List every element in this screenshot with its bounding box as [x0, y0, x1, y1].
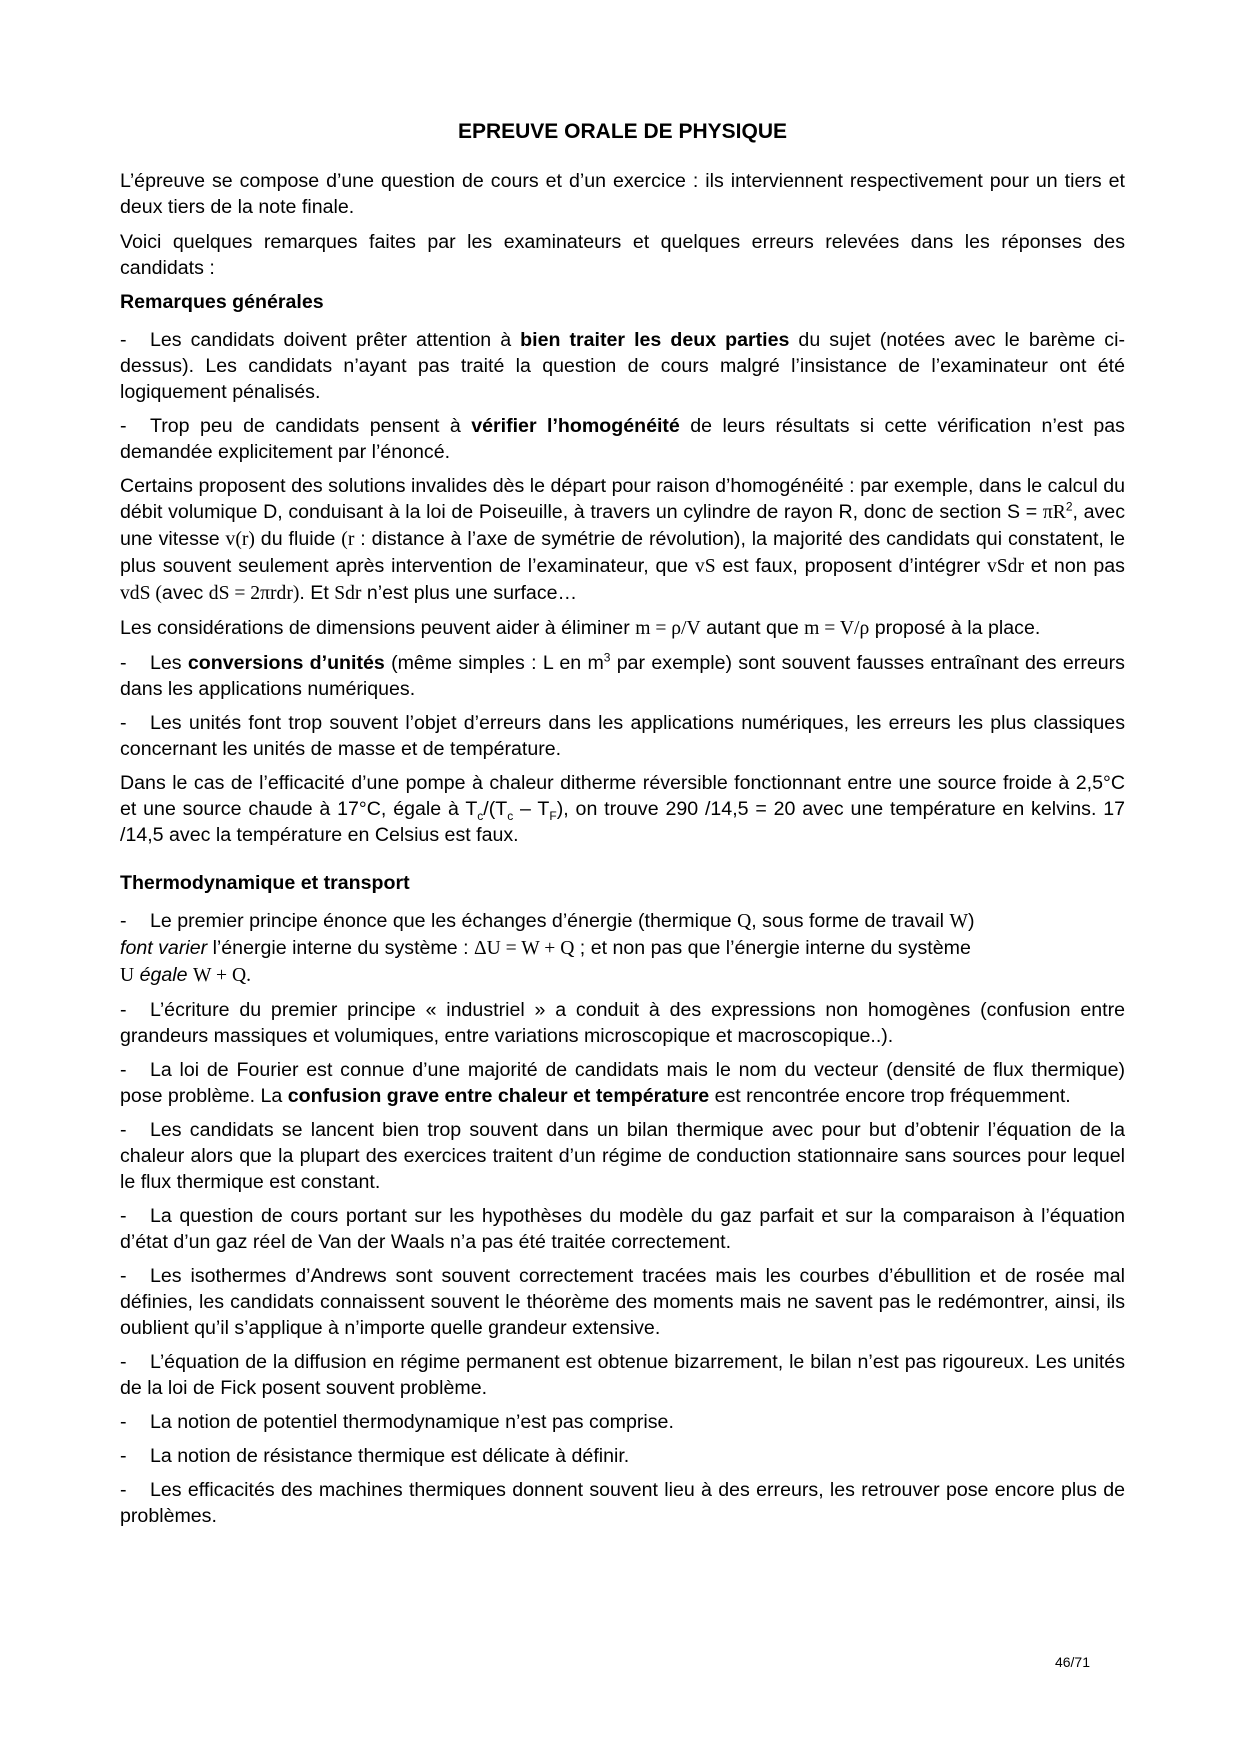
thermo-paragraph: - La question de cours portant sur les hypothèses du modèle du gaz parfait et sur la comparaison à l’équation d’état d’un gaz réel de Van der Waals n’a pas été traitée correctement.: [120, 1205, 1125, 1253]
bullet-dash: -: [120, 910, 127, 932]
bullet-dash: -: [120, 1411, 127, 1433]
document-page: [120, 108, 1125, 1537]
bullet-dash: -: [120, 329, 127, 351]
bullet-dash: -: [120, 1265, 127, 1287]
bullet-dash: -: [120, 712, 127, 734]
remark-paragraph-homogeneity: Certains proposent des solutions invalides dès le départ pour raison d’homogénéité : par exemple, dans le calcul du débit volumique D, conduisant à la loi de Poiseuille, à travers un cylindre de rayon R, donc de section $S = \pi R^2$, avec une vitesse v(r) du fluide (r : distance à l’axe de symétrie de révolution), la majorité des candidats qui constatent, le plus souvent seulement après intervention de l’examinateur, que vS est faux, proposent d’intégrer vSdr et non pas vdS (avec dS = 2πrdr). Et Sdr n’est plus une surface…: [120, 475, 1125, 604]
remark-paragraph: - Les candidats doivent prêter attention à bien traiter les deux parties du sujet (notées avec le barème ci-dessus). Les candidats n’ayant pas traité la question de cours malgré l’insistance de l’examinateur ont été logiquement pénalisés.: [120, 329, 1125, 403]
page-number: 46/71: [1054, 1654, 1090, 1670]
thermo-paragraph: - L’écriture du premier principe « industriel » a conduit à des expressions non homogènes (confusion entre grandeurs massiques et volumiques, entre variations microscopique et macroscopique..).: [120, 999, 1125, 1047]
remark-paragraph: - Les unités font trop souvent l’objet d’erreurs dans les applications numériques, les erreurs les plus classiques concernant les unités de masse et de température.: [120, 712, 1125, 760]
remark-paragraph: - Trop peu de candidats pensent à vérifier l’homogénéité de leurs résultats si cette vérification n’est pas demandée explicitement par l’énoncé.: [120, 415, 1125, 463]
thermo-paragraph: - Les candidats se lancent bien trop souvent dans un bilan thermique avec pour but d’obtenir l’équation de la chaleur alors que la plupart des exercices traitent d’un régime de conduction stationnaire sans sources pour lequel le flux thermique est constant.: [120, 1119, 1125, 1193]
thermo-paragraph: - Les isothermes d’Andrews sont souvent correctement tracées mais les courbes d’ébullition et de rosée mal définies, les candidats connaissent souvent le théorème des moments mais ne savent pas le redémontrer, ainsi, ils oublient qu’il s’applique à n’importe quelle grandeur extensive.: [120, 1265, 1125, 1339]
thermo-paragraph: - La notion de résistance thermique est délicate à définir.: [120, 1445, 630, 1467]
section-heading-general: Remarques générales: [120, 291, 324, 313]
remark-paragraph-heat-pump: Dans le cas de l’efficacité d’une pompe à chaleur ditherme réversible fonctionnant entre une source froide à 2,5°C et une source chaude à 17°C, égale à $T_c/(T_c - T_F)$, on trouve 290 /14,5 = 20 avec une température en kelvins. 17 /14,5 avec la température en Celsius est faux.: [120, 772, 1126, 846]
bullet-dash: -: [120, 1351, 127, 1373]
remark-paragraph: - Les conversions d’unités (même simples : L en $m^3$ par exemple) sont souvent fausses entraînant des erreurs dans les applications numériques.: [120, 650, 1125, 700]
intro-paragraph-1: L’épreuve se compose d’une question de cours et d’un exercice : ils interviennent respectivement pour un tiers et deux tiers de la note finale.: [120, 170, 1125, 218]
thermo-paragraph: - Les efficacités des machines thermiques donnent souvent lieu à des erreurs, les retrouver pose encore plus de problèmes.: [120, 1479, 1125, 1527]
bullet-dash: -: [120, 415, 127, 437]
bullet-dash: -: [120, 999, 127, 1021]
bullet-dash: -: [120, 652, 127, 674]
thermo-paragraph: - La loi de Fourier est connue d’une majorité de candidats mais le nom du vecteur (densité de flux thermique) pose problème. La confusion grave entre chaleur et température est rencontrée encore trop fréquemment.: [120, 1059, 1125, 1107]
bullet-dash: -: [120, 1479, 127, 1501]
thermo-paragraph: - La notion de potentiel thermodynamique n’est pas comprise.: [120, 1411, 674, 1433]
bullet-dash: -: [120, 1119, 127, 1141]
bullet-dash: -: [120, 1445, 127, 1467]
intro-paragraph-2: Voici quelques remarques faites par les examinateurs et quelques erreurs relevées dans les réponses des candidats :: [120, 231, 1125, 279]
bullet-dash: -: [120, 1059, 127, 1081]
section-heading-thermo: Thermodynamique et transport: [120, 872, 410, 894]
page-title: EPREUVE ORALE DE PHYSIQUE: [457, 120, 788, 143]
thermo-paragraph: - Le premier principe énonce que les échanges d’énergie (thermique Q, sous forme de travail W) font varier l’énergie interne du système : ΔU = W + Q ; et non pas que l’énergie interne du système U égale W + Q.: [120, 910, 975, 986]
thermo-paragraph: - L’équation de la diffusion en régime permanent est obtenue bizarrement, le bilan n’est pas rigoureux. Les unités de la loi de Fick posent souvent problème.: [120, 1351, 1125, 1399]
bullet-dash: -: [120, 1205, 127, 1227]
remark-paragraph-dimensions: Les considérations de dimensions peuvent aider à éliminer m = ρ/V autant que m = V/ρ proposé à la place.: [120, 617, 1041, 639]
